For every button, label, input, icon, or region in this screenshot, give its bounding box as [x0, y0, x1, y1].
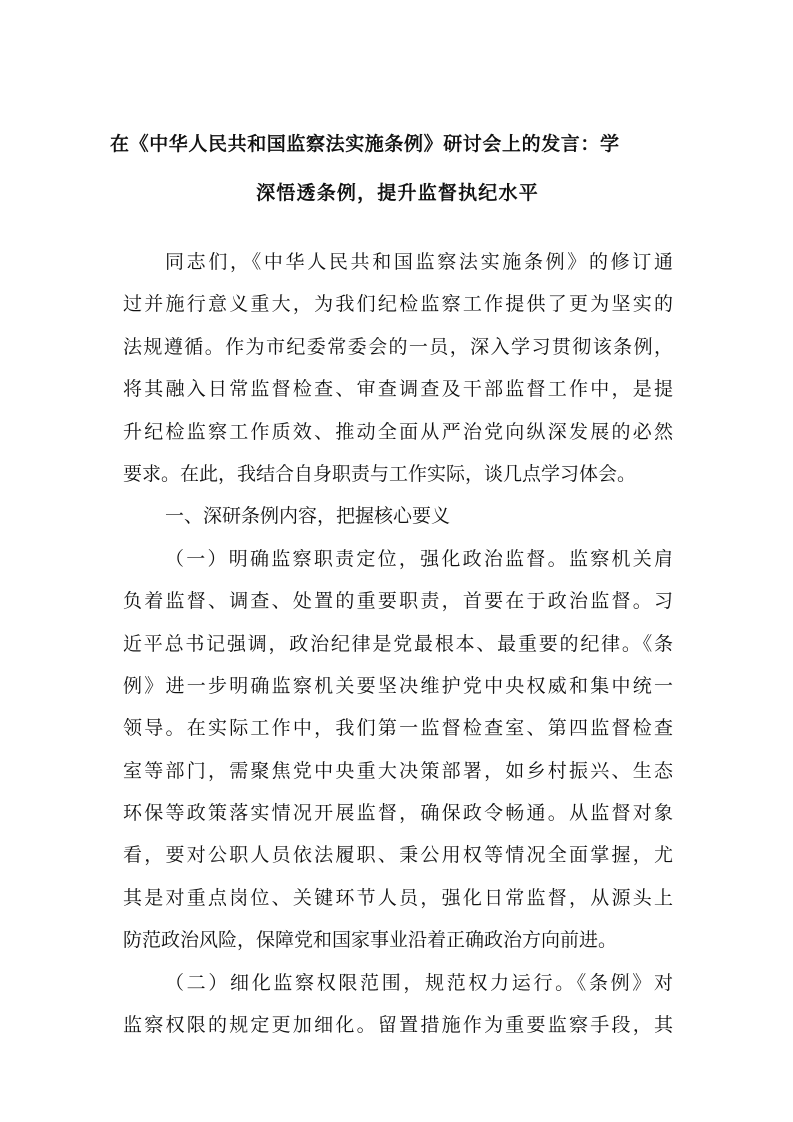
paragraph-2-line: 室等部门，需聚焦党中央重大决策部署，如乡村振兴、生态 — [123, 759, 673, 782]
paragraph-2-line: 例》进一步明确监察机关要坚决维护党中央权威和集中统一 — [123, 674, 673, 697]
paragraph-1-line: 同志们，《中华人民共和国监察法实施条例》的修订通 — [165, 251, 673, 273]
paragraph-2-line: 防范政治风险，保障党和国家事业沿着正确政治方向前进。 — [123, 929, 618, 952]
paragraph-2-line: 看，要对公职人员依法履职、秉公用权等情况全面掌握，尤 — [123, 844, 673, 867]
paragraph-2-line: 环保等政策落实情况开展监督，确保政令畅通。从监督对象 — [123, 802, 673, 825]
document-title-line-2: 深悟透条例，提升监督执纪水平 — [256, 182, 539, 204]
paragraph-1-line: 法规遵循。作为市纪委常委会的一员，深入学习贯彻该条例， — [123, 335, 673, 358]
paragraph-1-line: 过并施行意义重大，为我们纪检监察工作提供了更为坚实的 — [123, 293, 673, 316]
paragraph-1-line: 升纪检监察工作质效、推动全面从严治党向纵深发展的必然 — [123, 420, 673, 443]
paragraph-3-line: （二）细化监察权限范围，规范权力运行。《条例》对 — [165, 971, 673, 994]
paragraph-1-line: 将其融入日常监督检查、审查调查及干部监督工作中，是提 — [123, 378, 673, 401]
paragraph-2-line: 负着监督、调查、处置的重要职责，首要在于政治监督。习 — [123, 590, 673, 613]
paragraph-2-line: 其是对重点岗位、关键环节人员，强化日常监督，从源头上 — [123, 886, 673, 909]
section-heading-1: 一、深研条例内容，把握核心要义 — [165, 505, 451, 528]
paragraph-2-line: 领导。在实际工作中，我们第一监督检查室、第四监督检查 — [123, 717, 673, 740]
paragraph-3-line: 监察权限的规定更加细化。留置措施作为重要监察手段，其 — [123, 1014, 673, 1037]
paragraph-2-line: （一）明确监察职责定位，强化政治监督。监察机关肩 — [165, 547, 673, 570]
paragraph-2-line: 近平总书记强调，政治纪律是党最根本、最重要的纪律。《条 — [123, 632, 673, 655]
paragraph-1-line: 要求。在此，我结合自身职责与工作实际，谈几点学习体会。 — [123, 462, 637, 485]
document-title-line-1: 在《中华人民共和国监察法实施条例》研讨会上的发言：学 — [110, 133, 620, 155]
document-body — [123, 245, 673, 1050]
